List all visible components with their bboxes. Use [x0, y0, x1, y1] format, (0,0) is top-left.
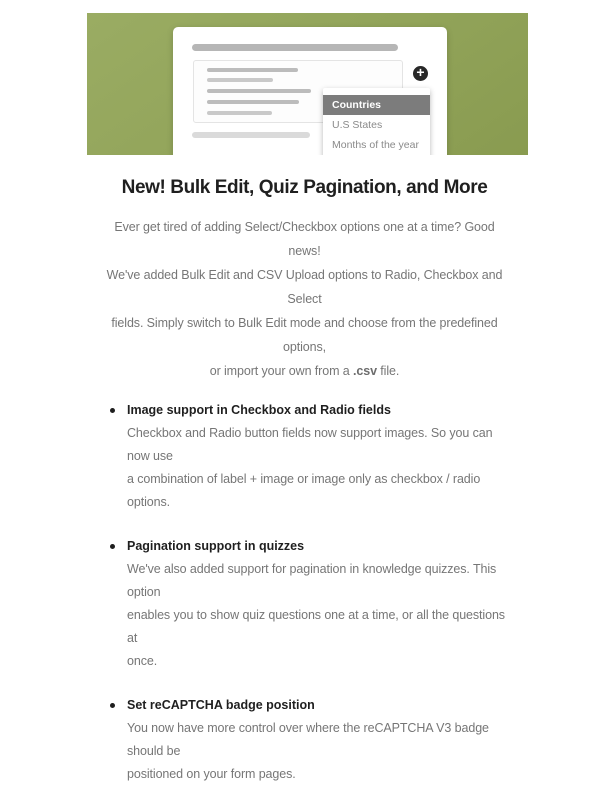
placeholder-footer-bar [192, 132, 310, 138]
text-line: enables you to show quiz questions one at a time, or all the questions at [127, 608, 505, 645]
placeholder-option-line [207, 89, 311, 93]
plus-icon: + [416, 64, 425, 80]
placeholder-option-line [207, 111, 272, 115]
add-options-button [413, 66, 428, 81]
placeholder-option-line [207, 78, 273, 82]
feature-title: Set reCAPTCHA badge position [127, 698, 315, 712]
bullet-icon [110, 408, 115, 413]
intro-paragraph [97, 215, 512, 383]
text-line: fields. Simply switch to Bulk Edit mode and choose from the predefined options, [111, 316, 498, 354]
dropdown-item-countries: Countries [323, 95, 430, 115]
text-line: You now have more control over where the reCAPTCHA V3 badge should be [127, 721, 489, 758]
dropdown-item-us-states: U.S States [332, 119, 383, 131]
feature-item-quiz-pagination [97, 535, 512, 673]
bullet-icon [110, 544, 115, 549]
intro-text-lines [97, 215, 512, 359]
article-content [0, 175, 600, 786]
feature-body [127, 717, 512, 786]
bullet-icon [110, 703, 115, 708]
hero-banner [87, 13, 528, 155]
text-line: We've added Bulk Edit and CSV Upload options to Radio, Checkbox and Select [106, 268, 503, 306]
form-builder-mockup-card [173, 27, 447, 155]
feature-title: Image support in Checkbox and Radio fields [127, 403, 391, 417]
csv-extension-bold: .csv [353, 364, 377, 378]
text-line: once. [127, 654, 158, 668]
feature-item-recaptcha-badge [97, 694, 512, 786]
placeholder-option-line [207, 100, 299, 104]
feature-item-image-support [97, 399, 512, 514]
feature-title: Pagination support in quizzes [127, 539, 305, 553]
placeholder-title-bar [192, 44, 398, 51]
dropdown-item-months: Months of the year [332, 139, 419, 151]
text-line: We've also added support for pagination in knowledge quizzes. This option [127, 562, 497, 599]
intro-last-line-after: file. [376, 364, 400, 378]
feature-list [97, 399, 512, 786]
text-line: a combination of label + image or image only as checkbox / radio options. [127, 472, 481, 509]
predefined-options-dropdown [323, 88, 430, 155]
text-line: Ever get tired of adding Select/Checkbox options one at a time? Good news! [114, 220, 495, 258]
intro-last-line-before: or import your own from a [209, 364, 353, 378]
text-line: positioned on your form pages. [127, 767, 296, 781]
text-line: Checkbox and Radio button fields now support images. So you can now use [127, 426, 493, 463]
intro-last-line [97, 359, 512, 383]
page-title: New! Bulk Edit, Quiz Pagination, and More [121, 177, 488, 198]
placeholder-option-line [207, 68, 298, 72]
feature-body [127, 558, 512, 673]
feature-body [127, 422, 512, 514]
